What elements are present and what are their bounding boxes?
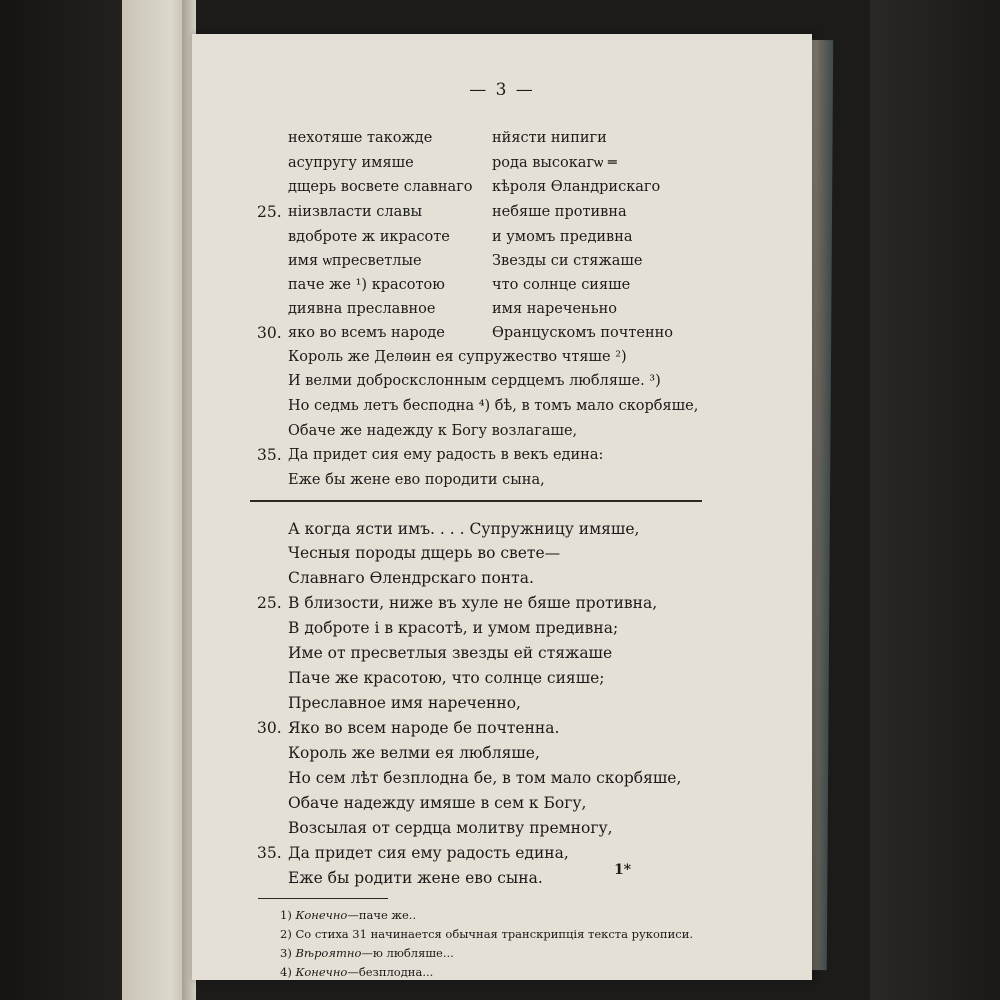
background-left: [0, 0, 140, 1000]
verse-line: Яко во всем народе бе почтенна.: [288, 719, 560, 737]
footnote: [280, 967, 433, 979]
transcription-left-line: паче же ¹) красотою: [288, 277, 445, 293]
footnote-text: —безплодна...: [347, 965, 434, 979]
footnote-mark: 3): [280, 946, 292, 960]
footnote-mark: 1): [280, 908, 292, 922]
line-number: 35.: [257, 446, 282, 464]
transcription-left-line: нехотяше такожде: [288, 130, 433, 146]
verse-line: В доброте і в красотѣ, и умом предивна;: [288, 619, 619, 637]
transcription-right-line: рода высокагѡ ═: [492, 155, 617, 171]
verse-line: В близости, ниже въ хуле не бяше противна,: [288, 594, 658, 612]
verse-line: Да придет сия ему радость едина,: [288, 844, 569, 862]
line-number: 25.: [257, 594, 282, 612]
transcription-right-line: имя нареченьно: [492, 301, 617, 317]
verse-line: Паче же красотою, что солнце сияше;: [288, 669, 605, 687]
background-right: [870, 0, 1000, 1000]
verse-line: А когда ясти имъ. . . . Супружницу имяше,: [288, 520, 640, 538]
transcription-right-line: и умомъ предивна: [492, 229, 633, 245]
footnote-italic: Конечно: [295, 965, 348, 979]
transcription-left-line: ніизвласти славы: [288, 204, 422, 220]
transcription-full-line: И велми доброскслонным сердцемъ любляше. ³): [288, 373, 661, 389]
transcription-left-line: диявна преславное: [288, 301, 436, 317]
transcription-right-line: кѣроля Ѳландрискаго: [492, 179, 661, 195]
transcription-right-line: нйясти нипиги: [492, 130, 607, 146]
footnote: [280, 948, 454, 960]
transcription-right-line: Звезды си стяжаше: [492, 253, 643, 269]
line-number: 30.: [257, 719, 282, 737]
transcription-full-line: Да придет сия ему радость в векъ едина:: [288, 447, 604, 463]
section-divider: [250, 500, 702, 502]
page-number: — 3 —: [469, 80, 535, 100]
footnote: [280, 929, 693, 941]
transcription-left-line: вдоброте ж икрасоте: [288, 229, 450, 245]
footnote-divider: [258, 898, 388, 899]
verse-line: Обаче надежду имяше в сем к Богу,: [288, 794, 587, 812]
verse-line: Славнаго Ѳлендрскаго понта.: [288, 569, 534, 587]
verse-line: Преславное имя нареченно,: [288, 694, 521, 712]
transcription-full-line: Обаче же надежду к Богу возлагаше,: [288, 423, 578, 439]
footnote-mark: 2): [280, 927, 292, 941]
transcription-left-line: дщерь восвете славнаго: [288, 179, 473, 195]
transcription-right-line: Ѳранцускомъ почтенно: [492, 325, 674, 341]
transcription-left-line: асупругу имяше: [288, 155, 414, 171]
signature-mark: 1*: [614, 862, 632, 878]
footnote-mark: 4): [280, 965, 292, 979]
footnote: [280, 910, 416, 922]
footnote-text: Со стиха 31 начинается обычная транскрипція текста рукописи.: [295, 927, 694, 941]
transcription-left-line: яко во всемъ народе: [288, 325, 445, 341]
transcription-left-line: имя ѡпресветлые: [288, 253, 422, 269]
verse-line: Но сем лѣт безплодна бе, в том мало скорбяше,: [288, 769, 682, 787]
verse-line: Возсылая от сердца молитву премногу,: [288, 819, 613, 837]
footnote-italic: Конечно: [295, 908, 348, 922]
verse-line: Еже бы родити жене ево сына.: [288, 869, 543, 887]
line-number: 30.: [257, 324, 282, 342]
verse-line: Король же велми ея любляше,: [288, 744, 540, 762]
footnote-text: —ю любляше...: [361, 946, 454, 960]
transcription-right-line: небяше противна: [492, 204, 627, 220]
verse-line: Име от пресветлыя звезды ей стяжаше: [288, 644, 613, 662]
book-page: [192, 34, 812, 980]
line-number: 35.: [257, 844, 282, 862]
transcription-right-line: что солнце сияше: [492, 277, 631, 293]
transcription-full-line: Король же Делѳин ея супружество чтяше ²): [288, 349, 627, 365]
verse-line: Чесныя породы дщерь во свете—: [288, 544, 561, 562]
footnote-text: —паче же..: [347, 908, 417, 922]
transcription-full-line: Еже бы жене ево породити сына,: [288, 472, 545, 488]
transcription-full-line: Но седмь летъ бесподна ⁴) бѣ, в томъ мало скорбяше,: [288, 398, 699, 414]
footnote-italic: Вѣроятно: [295, 946, 362, 960]
line-number: 25.: [257, 203, 282, 221]
